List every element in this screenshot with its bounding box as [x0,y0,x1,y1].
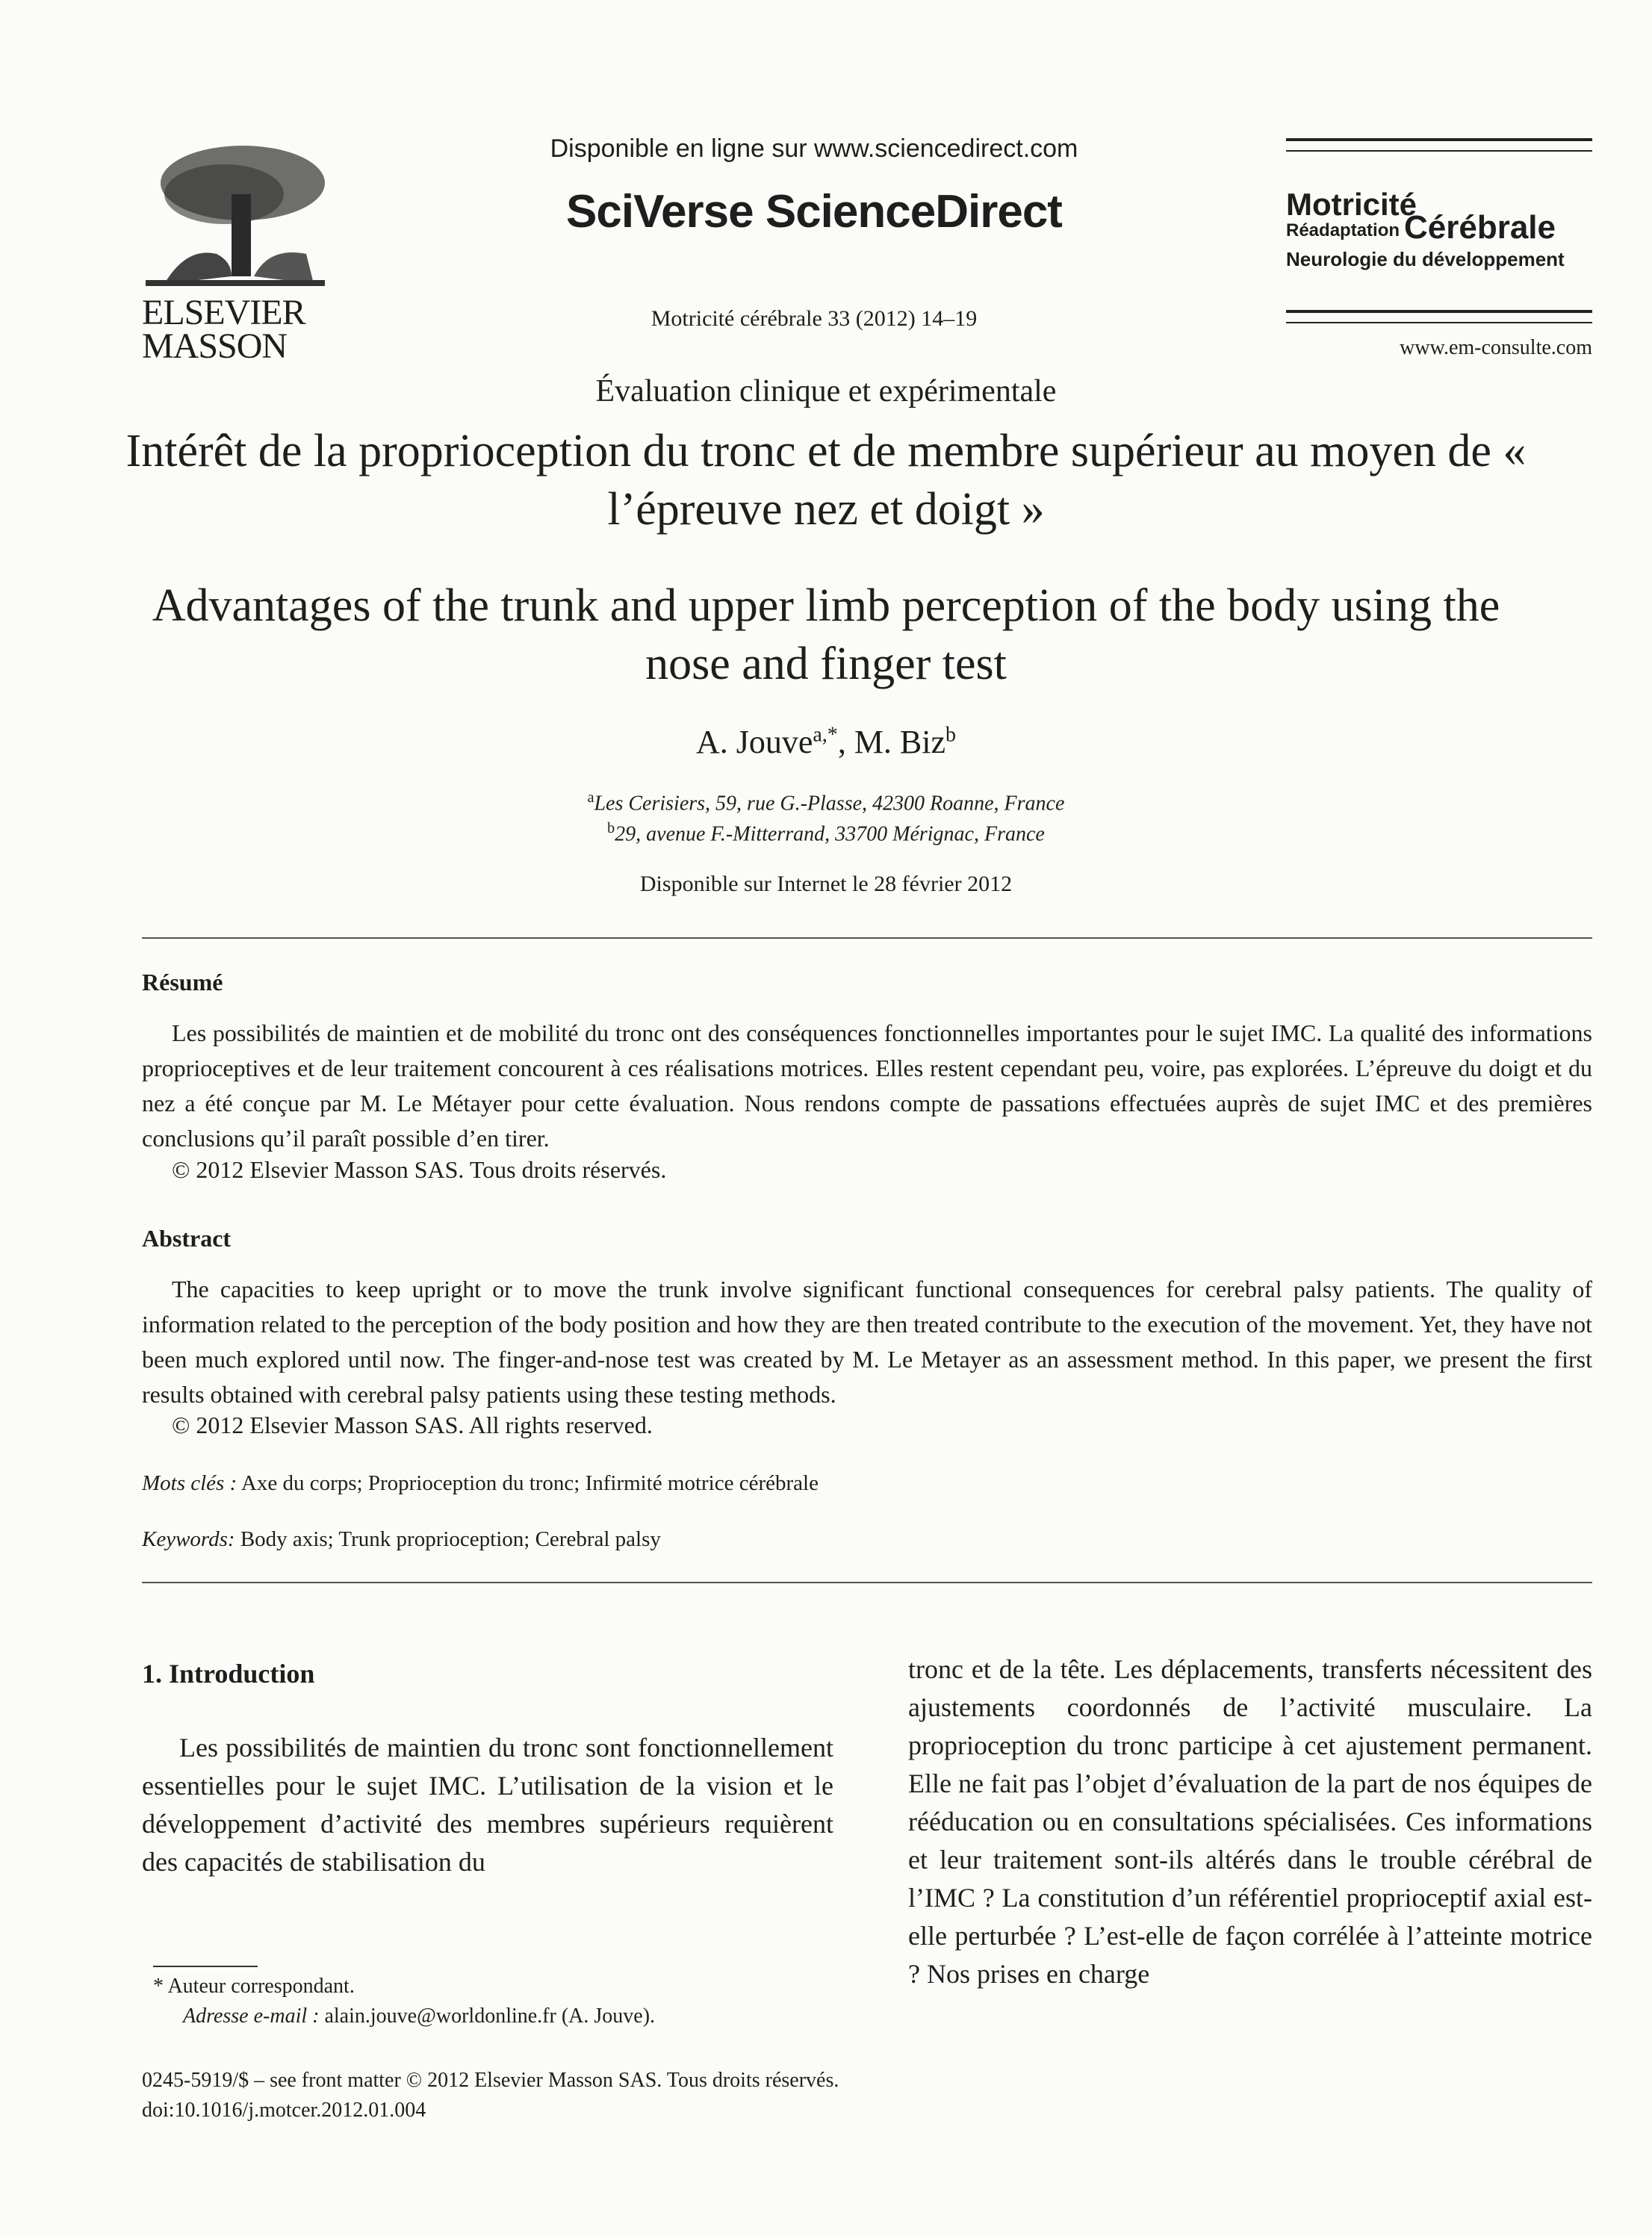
divider [142,937,1592,939]
publisher-logo [142,142,329,366]
journal-subtitle: Neurologie du développement [1286,248,1565,270]
keywords-fr [142,1471,819,1496]
journal-title-cerebrale: Cérébrale [1404,209,1556,246]
publisher-name-line2: MASSON [142,326,288,366]
resume-heading: Résumé [142,969,223,996]
title-english: Advantages of the trunk and upper limb perception of the body using the nose and finger test [152,580,1500,689]
section-heading: Évaluation clinique et expérimentale [595,374,1057,409]
affiliation-b: $^b$29, avenue F.-Mitterrand, 33700 Mérignac, France [607,820,1045,846]
journal-url[interactable]: www.em-consulte.com [1400,336,1592,359]
email-label: Adresse e-mail : [183,2004,320,2028]
author-affiliation-mark: b [945,723,957,747]
author-list [0,723,1652,761]
issn-line: 0245-5919/$ – see front matter © 2012 Elsevier Masson SAS. Tous droits réservés. [142,2069,839,2092]
masthead-rule-top [1286,138,1592,152]
introduction-column-left: Les possibilités de maintien du tronc sont fonctionnellement essentielles pour le sujet IMC. L’utilisation de la vision et le développement d’activité des membres supérieurs requièrent des capacités de stabilisation du [142,1733,833,1877]
doi-line[interactable]: doi:10.1016/j.motcer.2012.01.004 [142,2099,426,2122]
platform-name: SciVerse ScienceDirect [566,186,1062,237]
footnote-corresponding-author: * Auteur correspondant. [153,1975,355,1998]
author-name: M. Biz [854,724,946,760]
keywords-en-label: Keywords: [142,1527,235,1551]
keywords-en [142,1527,661,1552]
journal-citation: Motricité cérébrale 33 (2012) 14–19 [650,306,978,331]
abstract-copyright: © 2012 Elsevier Masson SAS. All rights reserved. [172,1412,653,1438]
publisher-name-line1: ELSEVIER [142,293,305,332]
introduction-column-right: tronc et de la tête. Les déplacements, transferts nécessitent des ajustements coordonnés de l’activité musculaire. La proprioception du tronc participe à cet ajustement permanent. Elle ne fait pas l’objet d’évaluation de la part de nos équipes de rééducation ou en consultations spécialisées. Ces informations et leur traitement sont-ils altérés dans le trouble cérébral de l’IMC ? La constitution d’un référentiel proprioceptif axial est-elle perturbée ? L’est-elle de façon corrélée à l’atteinte motrice ? Nos prises en charge [908,1654,1592,1989]
abstract-heading: Abstract [142,1225,232,1252]
tree-icon [142,142,329,291]
author-name: A. Jouve [695,724,813,760]
journal-title-main: Motricité [1286,187,1417,222]
title-french: Intérêt de la proprioception du tronc et de membre supérieur au moyen de « l’épreuve nez et doigt » [125,426,1527,535]
journal-title-sub: Réadaptation [1286,220,1400,240]
resume-text: Les possibilités de maintien et de mobilité du tronc ont des conséquences fonctionnelles importantes pour le sujet IMC. La qualité des informations proprioceptives et de leur traitement concourent à ces réalisations motrices. Elles restent cependant peu, voire, pas explorées. L’épreuve du doigt et du nez a été conçue par M. Le Métayer pour cette évaluation. Nous rendons compte de passations effectuées auprès de sujet IMC et des premières conclusions qu’il paraît possible d’en tirer. [142,1019,1592,1152]
introduction-heading: 1. Introduction [142,1659,315,1689]
affiliation-mark: a [587,789,594,806]
keywords-fr-values: Axe du corps; Proprioception du tronc; Infirmité motrice cérébrale [240,1471,819,1495]
affiliation-mark: b [607,820,615,836]
author-affiliation-mark: a,* [813,723,838,747]
footnote-email [183,2004,655,2028]
available-date: Disponible sur Internet le 28 février 2012 [639,872,1013,896]
abstract-text: The capacities to keep upright or to move the trunk involve significant functional consequences for cerebral palsy patients. The quality of information related to the perception of the body position and how they are then treated contribute to the execution of the movement. Yet, they have not been much explored until now. The finger-and-nose test was created by M. Le Metayer as an assessment method. In this paper, we present the first results obtained with cerebral palsy patients using these testing methods. [142,1276,1592,1408]
footnote-rule [153,1966,258,1967]
divider [142,1582,1592,1583]
resume-copyright: © 2012 Elsevier Masson SAS. Tous droits réservés. [172,1156,667,1183]
keywords-en-values: Body axis; Trunk proprioception; Cerebral palsy [240,1527,661,1551]
email-address[interactable]: alain.jouve@worldonline.fr (A. Jouve). [324,2004,656,2028]
author-separator: , [837,724,854,760]
masthead-rule-bottom [1286,310,1592,323]
keywords-fr-label: Mots clés : [142,1471,237,1495]
affiliation-a: $^a$Les Cerisiers, 59, rue G.-Plasse, 42300 Roanne, France [587,789,1065,816]
available-online-text: Disponible en ligne sur www.sciencedirect.com [550,134,1078,163]
